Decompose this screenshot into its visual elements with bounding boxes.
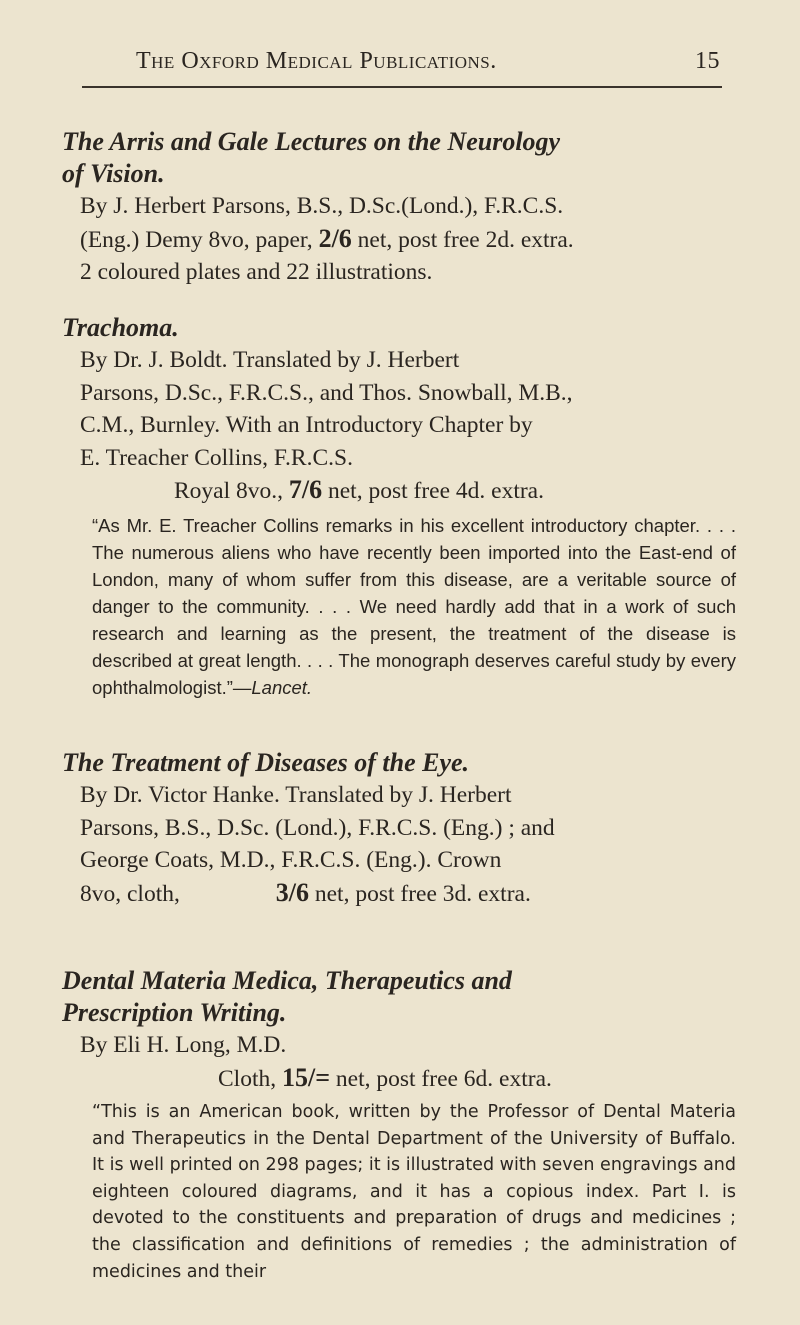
entry-title: The Treatment of Diseases of the Eye. bbox=[62, 748, 470, 777]
header-rule bbox=[82, 86, 722, 88]
format-text: Royal 8vo., bbox=[174, 478, 289, 504]
price: 15/= bbox=[281, 1062, 331, 1092]
postage-text: net, post free 2d. extra. bbox=[351, 226, 574, 253]
entry-details bbox=[62, 190, 742, 289]
entry-details bbox=[62, 344, 742, 474]
entry-title: Trachoma. bbox=[62, 313, 179, 342]
illustrations-line: 2 coloured plates and 22 illustrations. bbox=[80, 259, 433, 285]
entry-treatment-of-diseases-of-the-eye bbox=[62, 747, 742, 910]
review-quote: “This is an American book, written by the Professor of Dental Materia and Therapeutics in the Dental Department of the University of Buffalo. It is well printed on 298 pages; it is illustrated with seven engravings and eighteen coloured diagrams, and it has a copious index. Part I. is devoted to the constituents and preparation of drugs and medicines ; the classification and definitions of remedies ; the administration of medicines and their bbox=[92, 1102, 736, 1282]
author-line: Parsons, B.S., D.Sc. (Lond.), F.R.C.S. (Eng.) ; and bbox=[80, 814, 555, 841]
entry-dental-materia-medica bbox=[62, 965, 742, 1285]
author-line: George Coats, M.D., F.R.C.S. (Eng.). Crown bbox=[80, 847, 502, 873]
author-line: By Dr. Victor Hanke. Translated by J. Herbert bbox=[80, 782, 512, 808]
page-number: 15 bbox=[695, 48, 720, 74]
format-text: (Eng.) Demy 8vo, paper, bbox=[80, 226, 319, 253]
author-line: By Eli H. Long, M.D. bbox=[80, 1032, 287, 1058]
price-line bbox=[62, 1062, 742, 1096]
entry-title bbox=[62, 126, 742, 190]
entry-title-line: Prescription Writing. bbox=[62, 998, 287, 1027]
format-text: Cloth, bbox=[218, 1065, 282, 1092]
postage-text: net, post free 3d. extra. bbox=[308, 880, 531, 907]
author-line: C.M., Burnley. With an Introductory Chapter by bbox=[80, 412, 533, 438]
price: 2/6 bbox=[318, 223, 352, 253]
price: 7/6 bbox=[288, 475, 323, 504]
postage-text: net, post free 4d. extra. bbox=[322, 478, 544, 504]
format-text: 8vo, cloth, bbox=[80, 880, 186, 907]
review-quote bbox=[62, 512, 742, 701]
quote-text: “As Mr. E. Treacher Collins remarks in his excellent introductory chapter. . . . The numerous aliens who have recently been imported into the East-end of London, many of whom suffer from this disease, are a veritable source of danger to the community. . . . We need hardly add that in a work of such research and learning as the present, the treatment of the disease is described at great length. . . . The monograph deserves careful study by every ophthalmologist.”— bbox=[92, 514, 736, 698]
entry-title-line: of Vision. bbox=[62, 159, 165, 188]
entry-title bbox=[62, 965, 742, 1029]
price-line bbox=[62, 474, 742, 508]
quote-source: Lancet. bbox=[251, 676, 313, 698]
entry-neurology-of-vision bbox=[62, 126, 742, 289]
author-line: E. Treacher Collins, F.R.C.S. bbox=[80, 444, 353, 471]
author-line: Parsons, D.Sc., F.R.C.S., and Thos. Snowball, M.B., bbox=[80, 379, 573, 406]
author-line: By Dr. J. Boldt. Translated by J. Herbert bbox=[80, 347, 460, 373]
price: 3/6 bbox=[275, 877, 309, 907]
entry-title-line: The Arris and Gale Lectures on the Neurology bbox=[62, 127, 561, 156]
entry-details bbox=[62, 779, 742, 910]
entry-details bbox=[62, 1029, 742, 1062]
entry-title-line: Dental Materia Medica, Therapeutics and bbox=[62, 966, 512, 995]
entry-trachoma bbox=[62, 312, 742, 701]
author-line: By J. Herbert Parsons, B.S., D.Sc.(Lond.), F.R.C.S. bbox=[80, 193, 564, 219]
running-title: The Oxford Medical Publications. bbox=[136, 48, 497, 74]
postage-text: net, post free 6d. extra. bbox=[330, 1065, 552, 1092]
